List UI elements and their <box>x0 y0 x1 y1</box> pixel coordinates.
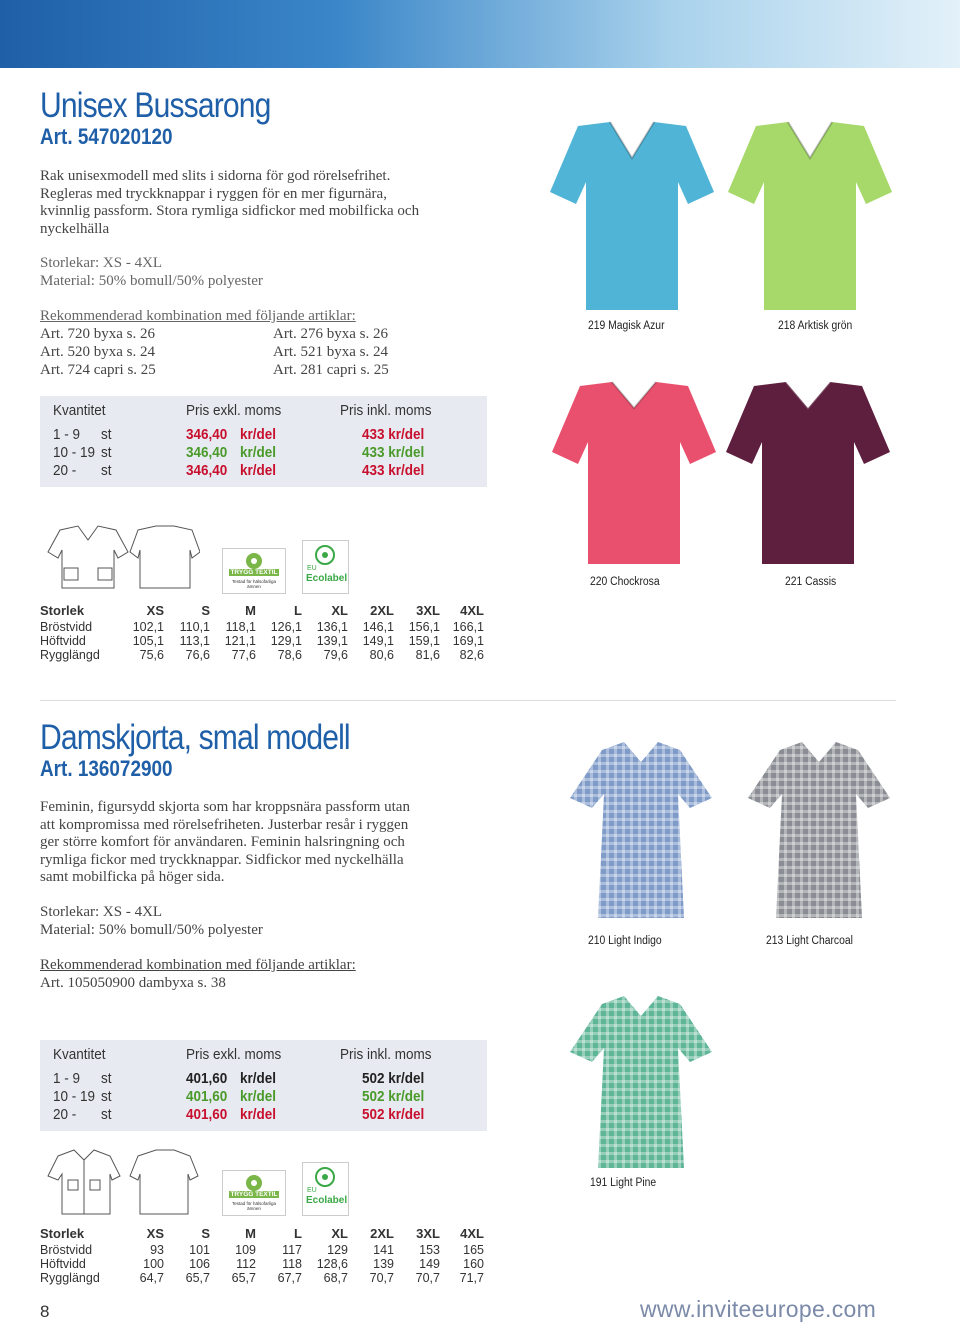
measurement-value: 70,7 <box>415 1271 440 1285</box>
measurement-value: 118 <box>282 1257 302 1271</box>
size-header-cell: XL <box>331 1226 348 1241</box>
product2-description <box>40 799 510 887</box>
measurement-value: 146,1 <box>362 620 394 634</box>
price-excl: 401,60 <box>186 1106 228 1123</box>
section-divider <box>40 700 896 701</box>
trygg-title: TRYGG TEXTIL <box>230 1191 278 1198</box>
price-incl: 502 kr/del <box>362 1088 425 1105</box>
combo-item: Art. 520 byxa s. 24 <box>40 344 155 360</box>
price-head-excl: Pris exkl. moms <box>186 1046 282 1063</box>
measurement-value: 68,7 <box>323 1271 348 1285</box>
price-qty: 1 - 9 <box>53 1070 81 1087</box>
price-unit: st <box>101 1088 112 1105</box>
eco-title: Ecolabel <box>306 573 348 584</box>
size-header-cell: 2XL <box>370 1226 394 1241</box>
price-excl-unit: kr/del <box>240 1106 277 1123</box>
color-caption: 191 Light Pine <box>590 1177 657 1189</box>
price-incl: 433 kr/del <box>362 462 425 479</box>
size-table-row <box>40 634 484 648</box>
color-caption: 221 Cassis <box>785 576 837 588</box>
product1-price-box <box>40 396 487 487</box>
size-table-header <box>40 1225 484 1243</box>
trygg-textil-logo <box>222 1170 286 1216</box>
size-header-cell: S <box>201 1226 210 1241</box>
measurement-value: 78,6 <box>277 648 302 662</box>
measurement-value: 101 <box>189 1243 210 1257</box>
measurement-value: 129,1 <box>270 634 302 648</box>
price-incl: 502 kr/del <box>362 1070 425 1087</box>
size-table-row <box>40 1243 484 1257</box>
measurement-value: 139 <box>373 1257 394 1271</box>
measurement-value: 106 <box>189 1257 210 1271</box>
measurement-value: 112 <box>236 1257 256 1271</box>
measurement-value: 139,1 <box>316 634 348 648</box>
product2-technical-drawing <box>40 1146 200 1218</box>
desc-line: samt mobilficka på höger sida. <box>40 869 225 885</box>
price-excl-unit: kr/del <box>240 1088 277 1105</box>
desc-line: Rak unisexmodell med slits i sidorna för god rörelsefrihet. <box>40 168 391 184</box>
size-header-cell: 3XL <box>416 603 440 618</box>
price-excl: 346,40 <box>186 462 228 479</box>
size-header-cell: S <box>201 603 210 618</box>
combo-item: Art. 281 capri s. 25 <box>273 362 389 378</box>
price-head-qty: Kvantitet <box>53 1046 106 1063</box>
price-qty: 1 - 9 <box>53 426 81 443</box>
product2-art: Art. 136072900 <box>40 756 173 781</box>
size-header-cell: 4XL <box>460 1226 484 1241</box>
measurement-value: 93 <box>150 1243 164 1257</box>
measurement-value: 100 <box>143 1257 164 1271</box>
measurement-value: 128,6 <box>316 1257 348 1271</box>
measurement-value: 109 <box>235 1243 256 1257</box>
size-header-cell: XL <box>331 603 348 618</box>
combo-item: Art. 724 capri s. 25 <box>40 362 156 378</box>
measurement-label: Bröstvidd <box>40 620 93 634</box>
price-head-qty: Kvantitet <box>53 402 106 419</box>
measurement-value: 153 <box>419 1243 440 1257</box>
price-head-excl: Pris exkl. moms <box>186 402 282 419</box>
eu-ecolabel-logo <box>302 1162 349 1216</box>
size-header-cell: M <box>245 603 256 618</box>
measurement-value: 110,1 <box>179 620 210 634</box>
trygg-sub: Testad för hälsofarliga ämnen <box>231 1201 277 1211</box>
price-excl-unit: kr/del <box>240 462 277 479</box>
price-unit: st <box>101 426 112 443</box>
measurement-value: 169,1 <box>452 634 484 648</box>
measurement-value: 121,1 <box>224 634 256 648</box>
size-table-row <box>40 1257 484 1271</box>
shirt-image-light-pine <box>566 992 716 1172</box>
product1-recommend: Rekommenderad kombination med följande artiklar: <box>40 308 356 324</box>
size-table-header <box>40 602 484 620</box>
product1-title: Unisex Bussarong <box>40 86 271 125</box>
desc-line: ger större komfort för användaren. Feminin halsringning och <box>40 834 405 850</box>
color-caption: 218 Arktisk grön <box>778 320 853 332</box>
price-head-incl: Pris inkl. moms <box>340 1046 432 1063</box>
measurement-value: 126,1 <box>270 620 302 634</box>
price-incl: 433 kr/del <box>362 426 425 443</box>
size-header-label: Storlek <box>40 603 85 618</box>
price-incl: 502 kr/del <box>362 1106 425 1123</box>
price-qty: 20 - <box>53 1106 77 1123</box>
price-unit: st <box>101 462 112 479</box>
website-link[interactable]: www.inviteeurope.com <box>640 1296 877 1322</box>
price-incl: 433 kr/del <box>362 444 425 461</box>
size-table-row <box>40 648 484 662</box>
product2-recommend: Rekommenderad kombination med följande artiklar: <box>40 957 356 973</box>
product1-size-table <box>40 602 484 662</box>
shirt-image-chockrosa <box>550 378 718 566</box>
product1-material: Material: 50% bomull/50% polyester <box>40 273 263 289</box>
measurement-value: 82,6 <box>459 648 484 662</box>
eco-title: Ecolabel <box>306 1195 348 1206</box>
measurement-value: 79,6 <box>323 648 348 662</box>
eu-ecolabel-logo <box>302 540 349 594</box>
measurement-value: 71,7 <box>459 1271 484 1285</box>
price-qty: 10 - 19 <box>53 1088 96 1105</box>
desc-line: Regleras med tryckknappar i ryggen för en mer figurnära, <box>40 185 387 202</box>
size-header-cell: XS <box>146 1226 164 1241</box>
measurement-value: 156,1 <box>408 620 440 634</box>
size-header-label: Storlek <box>40 1226 85 1241</box>
price-excl: 401,60 <box>186 1070 228 1087</box>
measurement-value: 67,7 <box>277 1271 302 1285</box>
price-excl: 346,40 <box>186 444 228 461</box>
product1-technical-drawing <box>40 522 200 592</box>
measurement-value: 129 <box>327 1243 348 1257</box>
product2-material: Material: 50% bomull/50% polyester <box>40 922 263 938</box>
product1-description <box>40 168 510 238</box>
combo-item: Art. 105050900 dambyxa s. 38 <box>40 975 226 991</box>
size-header-cell: 2XL <box>370 603 394 618</box>
measurement-value: 81,6 <box>415 648 440 662</box>
price-qty: 10 - 19 <box>53 444 96 461</box>
size-header-cell: M <box>245 1226 256 1241</box>
eco-eu: EU <box>307 565 317 572</box>
color-caption: 213 Light Charcoal <box>766 935 853 947</box>
measurement-value: 141 <box>373 1243 394 1257</box>
page-number: 8 <box>40 1302 50 1321</box>
price-unit: st <box>101 1070 112 1087</box>
measurement-value: 165 <box>463 1243 484 1257</box>
measurement-value: 105,1 <box>132 634 164 648</box>
measurement-value: 77,6 <box>231 648 256 662</box>
price-head-incl: Pris inkl. moms <box>340 402 432 419</box>
shirt-image-cassis <box>724 378 892 566</box>
measurement-value: 70,7 <box>369 1271 394 1285</box>
shirt-image-light-charcoal <box>744 738 894 922</box>
measurement-value: 118,1 <box>225 620 256 634</box>
desc-line: kvinnlig passform. Stora rymliga sidfickor med mobilficka och <box>40 203 420 219</box>
measurement-value: 136,1 <box>316 620 348 634</box>
combo-item: Art. 521 byxa s. 24 <box>273 344 388 360</box>
desc-line: att kompromissa med rörelsefriheten. Justerbar resår i ryggen <box>40 816 409 833</box>
product2-size-table <box>40 1225 484 1285</box>
measurement-label: Rygglängd <box>40 1271 100 1285</box>
price-unit: st <box>101 444 112 461</box>
measurement-value: 113,1 <box>179 634 210 648</box>
price-unit: st <box>101 1106 112 1123</box>
color-caption: 210 Light Indigo <box>588 935 662 947</box>
desc-line: Feminin, figursydd skjorta som har kroppsnära passform utan <box>40 799 410 815</box>
size-table-row <box>40 620 484 634</box>
combo-item: Art. 276 byxa s. 26 <box>273 326 388 342</box>
color-caption: 219 Magisk Azur <box>588 320 665 332</box>
price-excl: 346,40 <box>186 426 228 443</box>
measurement-value: 75,6 <box>139 648 164 662</box>
measurement-value: 149 <box>419 1257 440 1271</box>
measurement-value: 117 <box>282 1243 302 1257</box>
size-header-cell: 4XL <box>460 603 484 618</box>
price-excl-unit: kr/del <box>240 1070 277 1087</box>
measurement-label: Höftvidd <box>40 634 86 648</box>
size-header-cell: L <box>294 603 302 618</box>
size-header-cell: XS <box>146 603 164 618</box>
color-caption: 220 Chockrosa <box>590 576 660 588</box>
product2-sizes: Storlekar: XS - 4XL <box>40 904 163 920</box>
product1-art: Art. 547020120 <box>40 124 173 149</box>
measurement-label: Bröstvidd <box>40 1243 93 1257</box>
measurement-value: 159,1 <box>408 634 440 648</box>
measurement-value: 166,1 <box>452 620 484 634</box>
combo-item: Art. 720 byxa s. 26 <box>40 326 155 342</box>
size-header-cell: 3XL <box>416 1226 440 1241</box>
product2-price-box <box>40 1040 487 1131</box>
size-header-cell: L <box>294 1226 302 1241</box>
shirt-image-light-indigo <box>566 738 716 922</box>
measurement-value: 102,1 <box>132 620 164 634</box>
trygg-textil-logo <box>222 548 286 594</box>
header-band <box>0 0 960 68</box>
measurement-value: 65,7 <box>231 1271 256 1285</box>
measurement-value: 76,6 <box>185 648 210 662</box>
size-table-row <box>40 1271 484 1285</box>
product2-title: Damskjorta, smal modell <box>40 718 350 757</box>
measurement-value: 80,6 <box>369 648 394 662</box>
measurement-label: Höftvidd <box>40 1257 86 1271</box>
measurement-value: 65,7 <box>185 1271 210 1285</box>
desc-line: rymliga fickor med tryckknappar. Sidfickor med nyckelhälla <box>40 851 404 868</box>
measurement-value: 160 <box>463 1257 484 1271</box>
price-excl-unit: kr/del <box>240 426 277 443</box>
trygg-title: TRYGG TEXTIL <box>230 569 278 576</box>
shirt-image-arktisk <box>726 118 894 314</box>
product1-sizes: Storlekar: XS - 4XL <box>40 255 163 271</box>
measurement-value: 64,7 <box>139 1271 164 1285</box>
measurement-label: Rygglängd <box>40 648 100 662</box>
price-qty: 20 - <box>53 462 77 479</box>
price-excl: 401,60 <box>186 1088 228 1105</box>
eco-eu: EU <box>307 1187 317 1194</box>
trygg-sub: Testad för hälsofarliga ämnen <box>231 579 277 589</box>
desc-line: nyckelhälla <box>40 220 110 237</box>
price-excl-unit: kr/del <box>240 444 277 461</box>
measurement-value: 149,1 <box>362 634 394 648</box>
shirt-image-azur <box>548 118 716 314</box>
